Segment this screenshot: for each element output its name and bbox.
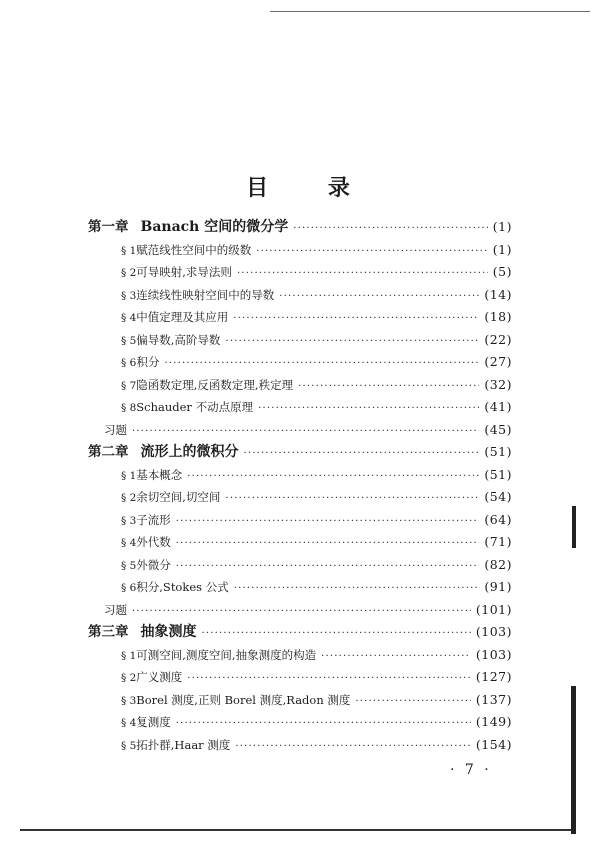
chapter-number: 第三章 <box>88 624 129 640</box>
dot-leader <box>237 263 488 285</box>
toc-section-row <box>121 554 512 576</box>
dot-leader <box>279 286 479 308</box>
entry-page-number: (103) <box>475 624 512 639</box>
section-number: § 6 <box>121 357 137 369</box>
toc-section-row <box>121 374 512 396</box>
entry-title: 赋范线性空间中的级数 <box>136 242 252 257</box>
entry-title: 子流形 <box>136 512 171 527</box>
section-number: § 4 <box>121 537 137 549</box>
entry-title: 积分 <box>136 355 160 369</box>
toc-section-row <box>121 689 512 711</box>
dot-leader <box>298 376 479 398</box>
entry-page-number: (103) <box>475 646 512 662</box>
toc-exercise-row <box>104 419 512 441</box>
entry-page-number: (137) <box>475 691 512 707</box>
entry-title: Borel 测度,正则 Borel 测度,Radon 测度 <box>136 692 351 707</box>
page-title: 目 录 <box>246 176 376 201</box>
dot-leader <box>355 691 470 713</box>
entry-page-number: (41) <box>484 399 512 414</box>
toc-section-row <box>121 329 512 351</box>
dot-leader <box>132 601 471 623</box>
toc-exercise-row <box>104 599 512 621</box>
top-rule <box>270 11 590 12</box>
entry-page-number: (32) <box>484 376 512 392</box>
scan-mark <box>571 686 576 834</box>
toc-section-row <box>121 509 512 531</box>
entry-page-number: (22) <box>484 331 512 347</box>
toc-section-row <box>121 464 512 486</box>
entry-page-number: (82) <box>484 556 512 572</box>
entry-title: 可测空间,测度空间,抽象测度的构造 <box>136 647 317 662</box>
entry-title: 广义测度 <box>136 670 183 684</box>
section-number: § 4 <box>121 717 137 729</box>
dot-leader <box>176 556 480 578</box>
dot-leader <box>235 736 471 758</box>
entry-page-number: (27) <box>484 354 512 369</box>
toc-section-row <box>121 284 512 306</box>
entry-title: 外代数 <box>136 535 171 549</box>
entry-title: 隐函数定理,反函数定理,秩定理 <box>136 377 294 392</box>
entry-title: 可导映射,求导法则 <box>136 265 232 279</box>
dot-leader <box>256 241 488 263</box>
entry-page-number: (149) <box>475 714 512 729</box>
dot-leader <box>176 533 480 555</box>
entry-page-number: (154) <box>475 736 512 752</box>
entry-page-number: (45) <box>484 421 512 437</box>
section-number: § 3 <box>121 694 137 707</box>
entry-page-number: (51) <box>484 444 512 459</box>
entry-page-number: (18) <box>484 309 512 324</box>
dot-leader <box>233 308 479 330</box>
toc-section-row <box>121 486 512 508</box>
dot-leader <box>176 511 480 533</box>
section-number: § 1 <box>121 469 137 482</box>
toc-section-row <box>121 666 512 688</box>
dot-leader <box>132 421 479 443</box>
section-number: § 5 <box>121 334 137 347</box>
toc-section-row <box>121 351 512 373</box>
entry-page-number: (91) <box>484 579 512 594</box>
entry-page-number: (14) <box>484 286 512 302</box>
chapter-number: 第一章 <box>88 219 129 235</box>
section-number: § 7 <box>121 379 137 392</box>
entry-title: 外微分 <box>136 557 171 572</box>
dot-leader <box>234 578 480 600</box>
section-number: § 2 <box>121 492 137 504</box>
section-number: § 8 <box>121 402 137 414</box>
section-number: § 2 <box>121 672 137 684</box>
entry-page-number: (51) <box>484 466 512 482</box>
entry-page-number: (1) <box>492 219 512 234</box>
section-number: § 1 <box>121 244 137 257</box>
entry-page-number: (54) <box>484 489 512 504</box>
dot-leader <box>225 488 479 510</box>
dot-leader <box>187 668 471 690</box>
section-number: § 6 <box>121 582 137 594</box>
toc-section-row <box>121 734 512 756</box>
dot-leader <box>164 353 479 375</box>
entry-page-number: (127) <box>475 669 512 684</box>
toc-section-row <box>121 239 512 261</box>
entry-title: 余切空间,切空间 <box>136 490 221 504</box>
toc-section-row <box>121 396 512 418</box>
toc-section-row <box>121 531 512 553</box>
section-number: § 5 <box>121 559 137 572</box>
section-number: § 5 <box>121 739 137 752</box>
toc-chapter-row <box>88 621 512 643</box>
dot-leader <box>225 331 479 353</box>
entry-title: 习题 <box>104 422 127 437</box>
entry-page-number: (101) <box>475 601 512 617</box>
section-number: § 4 <box>121 312 137 324</box>
toc-section-row <box>121 711 512 733</box>
chapter-number: 第二章 <box>88 444 129 460</box>
entry-title: Schauder 不动点原理 <box>136 400 254 414</box>
entry-title: 基本概念 <box>136 467 183 482</box>
entry-title: 习题 <box>104 602 127 617</box>
dot-leader <box>321 646 471 668</box>
dot-leader <box>258 398 479 420</box>
section-number: § 3 <box>121 514 137 527</box>
entry-title: 复测度 <box>136 715 171 729</box>
entry-title: 拓扑群,Haar 测度 <box>136 737 231 752</box>
entry-page-number: (5) <box>492 264 512 279</box>
entry-page-number: (71) <box>484 534 512 549</box>
toc-section-row <box>121 306 512 328</box>
toc-section-row <box>121 644 512 666</box>
entry-title: 偏导数,高阶导数 <box>136 332 221 347</box>
entry-title: 积分,Stokes 公式 <box>136 580 229 594</box>
entry-title: 中值定理及其应用 <box>136 310 229 324</box>
scan-mark <box>572 506 576 548</box>
entry-page-number: (64) <box>484 511 512 527</box>
dot-leader <box>244 443 480 465</box>
toc-section-row <box>121 576 512 598</box>
dot-leader <box>202 623 471 645</box>
entry-title: 抽象测度 <box>140 624 197 640</box>
section-number: § 1 <box>121 649 137 662</box>
bottom-rule <box>20 829 572 831</box>
toc-chapter-row <box>88 441 512 463</box>
dot-leader <box>187 466 479 488</box>
section-number: § 2 <box>121 267 137 279</box>
entry-title: Banach 空间的微分学 <box>140 219 289 235</box>
dot-leader <box>176 713 471 735</box>
dot-leader <box>293 218 488 240</box>
toc-section-row <box>121 261 512 283</box>
page-number: · 7 · <box>450 762 492 778</box>
section-number: § 3 <box>121 289 137 302</box>
entry-page-number: (1) <box>492 241 512 257</box>
toc-chapter-row <box>88 216 512 238</box>
entry-title: 连续线性映射空间中的导数 <box>136 287 275 302</box>
entry-title: 流形上的微积分 <box>140 444 239 460</box>
